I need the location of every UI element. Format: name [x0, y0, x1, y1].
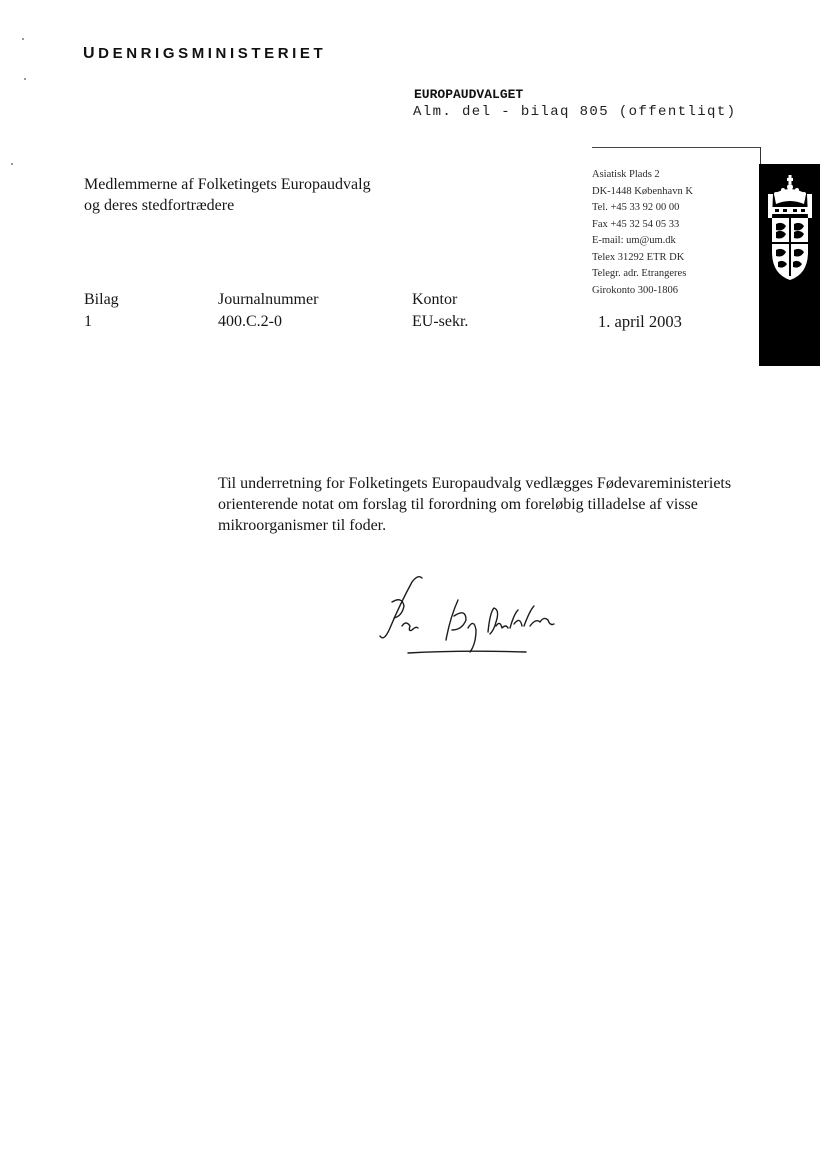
contact-giro: Girokonto 300-1806: [592, 284, 679, 296]
kontor-label: Kontor: [412, 291, 458, 308]
handwritten-signature: [350, 570, 580, 665]
ministry-rest: DENRIGSMINISTERIET: [98, 45, 327, 62]
ministry-name: [83, 45, 326, 63]
ministry-initial: U: [83, 45, 99, 62]
kontor-value: EU-sekr.: [412, 313, 469, 330]
contact-email: E-mail: um@um.dk: [592, 235, 676, 246]
recipient-line-2: og deres stedfortrædere: [84, 197, 235, 214]
scan-speck: [11, 163, 13, 165]
contact-address: Asiatisk Plads 2: [592, 169, 660, 180]
recipient-block: [84, 174, 371, 216]
journal-label: Journalnummer: [218, 291, 319, 308]
scan-speck: [24, 78, 26, 80]
contact-telex: Telex 31292 ETR DK: [592, 251, 685, 263]
stamp-reference: Alm. del - bilaq 805 (offentliqt): [413, 104, 737, 120]
contact-tel: Tel. +45 33 92 00 00: [592, 202, 680, 213]
bilag-value: 1: [84, 313, 92, 330]
contact-city: DK-1448 København K: [592, 185, 693, 197]
stamp-committee: EUROPAUDVALGET: [414, 87, 524, 102]
letter-date: 1. april 2003: [598, 312, 682, 331]
body-paragraph: Til underretning for Folketingets Europaudvalg vedlægges Fødevareministeriets orienterende notat om forslag til forordning om foreløbig tilladelse af visse mikroorganismer til foder.: [218, 475, 732, 534]
contact-telegr: Telegr. adr. Etrangeres: [592, 268, 687, 279]
contact-fax: Fax +45 32 54 05 33: [592, 218, 680, 230]
bilag-label: Bilag: [84, 291, 119, 308]
scan-speck: [22, 38, 24, 40]
coat-of-arms-icon: [766, 174, 814, 284]
recipient-line-1: Medlemmerne af Folketingets Europaudvalg: [84, 176, 371, 193]
header-rule: [592, 147, 760, 148]
contact-block: [592, 167, 693, 299]
journal-value: 400.C.2-0: [218, 313, 282, 330]
